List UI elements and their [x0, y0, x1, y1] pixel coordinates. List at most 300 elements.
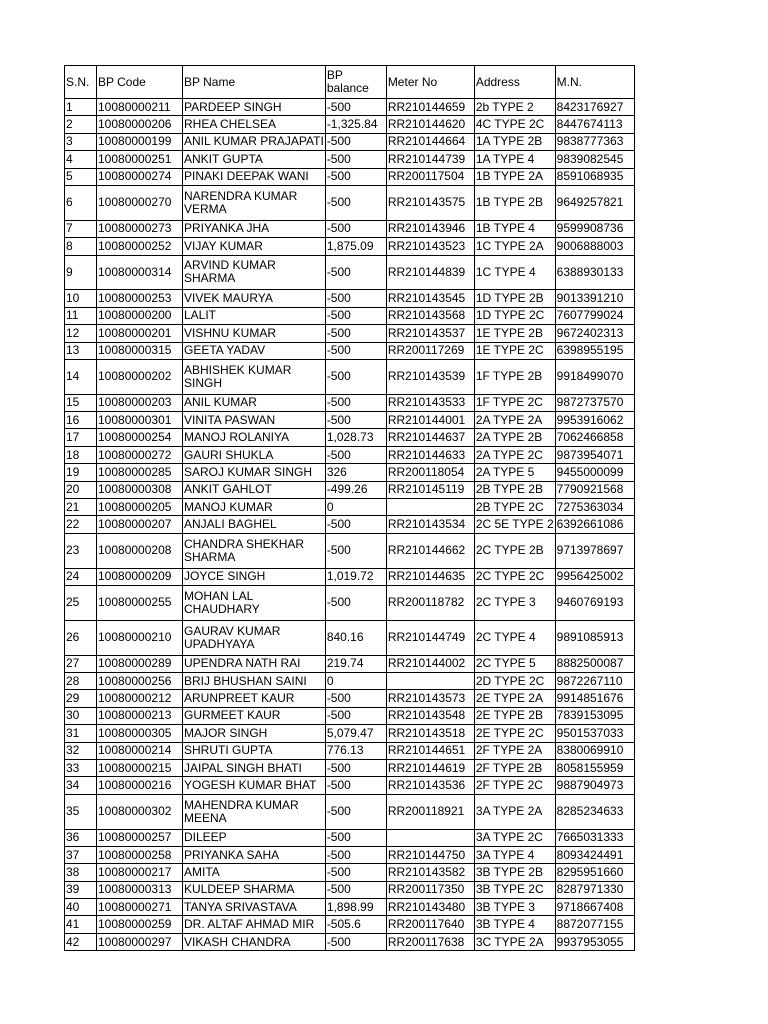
cell-bp-balance: -500	[325, 533, 386, 568]
cell-bp-name: ANKIT GUPTA	[183, 151, 326, 168]
cell-mn: 9006888003	[555, 238, 634, 255]
cell-bp-code: 10080000285	[97, 464, 183, 481]
cell-meter-no: RR210143518	[386, 725, 474, 742]
cell-sn: 30	[65, 707, 97, 724]
cell-sn: 37	[65, 846, 97, 863]
cell-address: 2C TYPE 4	[474, 620, 555, 655]
cell-sn: 36	[65, 829, 97, 846]
cell-bp-balance: -500	[325, 342, 386, 359]
cell-bp-name: ANIL KUMAR	[183, 394, 326, 411]
cell-meter-no: RR210143523	[386, 238, 474, 255]
cell-bp-code: 10080000289	[97, 655, 183, 672]
cell-address: 2C TYPE 3	[474, 586, 555, 621]
cell-bp-balance: -499.26	[325, 481, 386, 498]
table-row	[65, 481, 635, 498]
cell-sn: 8	[65, 238, 97, 255]
cell-bp-name: MAHENDRA KUMAR MEENA	[183, 794, 326, 829]
cell-bp-balance: 1,898.99	[325, 899, 386, 916]
cell-bp-name: VINITA PASWAN	[183, 412, 326, 429]
cell-bp-balance: 1,875.09	[325, 238, 386, 255]
cell-bp-code: 10080000205	[97, 499, 183, 516]
cell-bp-name: PRIYANKA SAHA	[183, 846, 326, 863]
cell-bp-name: TANYA SRIVASTAVA	[183, 899, 326, 916]
table-row	[65, 846, 635, 863]
cell-mn: 9455000099	[555, 464, 634, 481]
table-body	[65, 99, 635, 951]
cell-mn: 8287971330	[555, 881, 634, 898]
cell-bp-name: DR. ALTAF AHMAD MIR	[183, 916, 326, 933]
table-row	[65, 829, 635, 846]
cell-bp-name: GAURI SHUKLA	[183, 446, 326, 463]
cell-bp-balance: 219.74	[325, 655, 386, 672]
cell-mn: 8058155959	[555, 759, 634, 776]
cell-bp-name: CHANDRA SHEKHAR SHARMA	[183, 533, 326, 568]
cell-bp-balance: 0	[325, 672, 386, 689]
cell-bp-code: 10080000203	[97, 394, 183, 411]
table-row	[65, 690, 635, 707]
cell-bp-balance: -1,325.84	[325, 116, 386, 133]
table-row	[65, 446, 635, 463]
cell-meter-no: RR210144635	[386, 568, 474, 585]
column-header-bp-balance: BP balance	[325, 66, 386, 99]
cell-bp-balance: -500	[325, 133, 386, 150]
cell-bp-name: ANKIT GAHLOT	[183, 481, 326, 498]
cell-mn: 7275363034	[555, 499, 634, 516]
table-row	[65, 864, 635, 881]
cell-address: 1C TYPE 2A	[474, 238, 555, 255]
cell-meter-no: RR210143545	[386, 290, 474, 307]
cell-meter-no: RR210143536	[386, 777, 474, 794]
table-row	[65, 586, 635, 621]
table-row	[65, 151, 635, 168]
cell-bp-name: MANOJ ROLANIYA	[183, 429, 326, 446]
cell-bp-name: VISHNU KUMAR	[183, 325, 326, 342]
cell-bp-code: 10080000297	[97, 933, 183, 950]
cell-bp-balance: -500	[325, 412, 386, 429]
cell-bp-name: NARENDRA KUMAR VERMA	[183, 185, 326, 220]
cell-bp-balance: -500	[325, 394, 386, 411]
cell-bp-balance: -500	[325, 933, 386, 950]
cell-address: 3B TYPE 3	[474, 899, 555, 916]
cell-bp-balance: -500	[325, 185, 386, 220]
cell-bp-name: JOYCE SINGH	[183, 568, 326, 585]
cell-bp-code: 10080000251	[97, 151, 183, 168]
cell-mn: 9914851676	[555, 690, 634, 707]
cell-sn: 5	[65, 168, 97, 185]
cell-meter-no: RR210144659	[386, 99, 474, 116]
cell-sn: 7	[65, 220, 97, 237]
cell-bp-code: 10080000273	[97, 220, 183, 237]
cell-mn: 9649257821	[555, 185, 634, 220]
cell-address: 2A TYPE 2B	[474, 429, 555, 446]
column-header-sn: S.N.	[65, 66, 97, 99]
cell-address: 3B TYPE 2C	[474, 881, 555, 898]
cell-bp-code: 10080000214	[97, 742, 183, 759]
cell-sn: 24	[65, 568, 97, 585]
table-row	[65, 777, 635, 794]
cell-address: 1E TYPE 2B	[474, 325, 555, 342]
cell-address: 2B TYPE 2C	[474, 499, 555, 516]
cell-bp-balance: -500	[325, 446, 386, 463]
cell-mn: 7607799024	[555, 307, 634, 324]
cell-mn: 9956425002	[555, 568, 634, 585]
table-row	[65, 620, 635, 655]
table-row	[65, 464, 635, 481]
cell-meter-no: RR210143534	[386, 516, 474, 533]
cell-mn: 8447674113	[555, 116, 634, 133]
cell-bp-name: JAIPAL SINGH BHATI	[183, 759, 326, 776]
cell-bp-balance: -500	[325, 864, 386, 881]
cell-meter-no: RR210144651	[386, 742, 474, 759]
table-row	[65, 429, 635, 446]
cell-sn: 25	[65, 586, 97, 621]
cell-address: 2F TYPE 2A	[474, 742, 555, 759]
cell-sn: 29	[65, 690, 97, 707]
cell-address: 1A TYPE 2B	[474, 133, 555, 150]
cell-meter-no: RR210143533	[386, 394, 474, 411]
cell-sn: 3	[65, 133, 97, 150]
cell-mn: 9838777363	[555, 133, 634, 150]
cell-mn: 9872267110	[555, 672, 634, 689]
cell-bp-balance: -500	[325, 777, 386, 794]
cell-sn: 22	[65, 516, 97, 533]
cell-address: 2D TYPE 2C	[474, 672, 555, 689]
cell-mn: 9873954071	[555, 446, 634, 463]
cell-bp-balance: 840.16	[325, 620, 386, 655]
table-row	[65, 881, 635, 898]
cell-sn: 14	[65, 359, 97, 394]
cell-bp-name: ABHISHEK KUMAR SINGH	[183, 359, 326, 394]
column-header-mn: M.N.	[555, 66, 634, 99]
cell-mn: 6392661086	[555, 516, 634, 533]
table-row	[65, 359, 635, 394]
cell-mn: 8872077155	[555, 916, 634, 933]
cell-bp-name: MOHAN LAL CHAUDHARY	[183, 586, 326, 621]
cell-address: 2b TYPE 2	[474, 99, 555, 116]
cell-sn: 34	[65, 777, 97, 794]
cell-mn: 9891085913	[555, 620, 634, 655]
cell-sn: 10	[65, 290, 97, 307]
cell-bp-code: 10080000252	[97, 238, 183, 255]
cell-meter-no: RR210144749	[386, 620, 474, 655]
cell-mn: 9501537033	[555, 725, 634, 742]
cell-bp-code: 10080000253	[97, 290, 183, 307]
cell-bp-code: 10080000270	[97, 185, 183, 220]
cell-meter-no: RR210144633	[386, 446, 474, 463]
cell-mn: 9672402313	[555, 325, 634, 342]
cell-meter-no: RR210144739	[386, 151, 474, 168]
table-row	[65, 655, 635, 672]
cell-address: 2C TYPE 5	[474, 655, 555, 672]
cell-bp-name: VIVEK MAURYA	[183, 290, 326, 307]
cell-bp-balance: -500	[325, 99, 386, 116]
cell-sn: 4	[65, 151, 97, 168]
cell-bp-name: ANJALI BAGHEL	[183, 516, 326, 533]
cell-sn: 2	[65, 116, 97, 133]
table-row	[65, 533, 635, 568]
cell-mn: 6388930133	[555, 255, 634, 290]
table-row	[65, 238, 635, 255]
cell-bp-code: 10080000256	[97, 672, 183, 689]
cell-bp-balance: -500	[325, 151, 386, 168]
cell-sn: 9	[65, 255, 97, 290]
cell-mn: 9013391210	[555, 290, 634, 307]
cell-bp-balance: -500	[325, 168, 386, 185]
table-row	[65, 394, 635, 411]
cell-bp-name: MAJOR SINGH	[183, 725, 326, 742]
table-row	[65, 899, 635, 916]
cell-bp-name: ARVIND KUMAR SHARMA	[183, 255, 326, 290]
cell-meter-no: RR210144839	[386, 255, 474, 290]
cell-sn: 12	[65, 325, 97, 342]
cell-sn: 20	[65, 481, 97, 498]
cell-bp-name: GEETA YADAV	[183, 342, 326, 359]
cell-bp-balance: -500	[325, 516, 386, 533]
cell-bp-code: 10080000199	[97, 133, 183, 150]
cell-bp-balance: -500	[325, 307, 386, 324]
cell-bp-code: 10080000313	[97, 881, 183, 898]
cell-address: 3A TYPE 2C	[474, 829, 555, 846]
cell-bp-balance: 0	[325, 499, 386, 516]
cell-bp-balance: -500	[325, 359, 386, 394]
cell-bp-code: 10080000257	[97, 829, 183, 846]
cell-bp-name: ARUNPREET KAUR	[183, 690, 326, 707]
cell-address: 3B TYPE 2B	[474, 864, 555, 881]
cell-meter-no: RR210143575	[386, 185, 474, 220]
cell-sn: 13	[65, 342, 97, 359]
cell-bp-code: 10080000315	[97, 342, 183, 359]
table-row	[65, 725, 635, 742]
cell-bp-balance: -500	[325, 325, 386, 342]
cell-sn: 17	[65, 429, 97, 446]
cell-address: 1F TYPE 2B	[474, 359, 555, 394]
cell-bp-name: SHRUTI GUPTA	[183, 742, 326, 759]
cell-address: 1D TYPE 2B	[474, 290, 555, 307]
cell-mn: 8423176927	[555, 99, 634, 116]
cell-bp-code: 10080000215	[97, 759, 183, 776]
cell-bp-code: 10080000254	[97, 429, 183, 446]
cell-meter-no: RR210143539	[386, 359, 474, 394]
cell-bp-balance: 1,028.73	[325, 429, 386, 446]
cell-address: 2C TYPE 2B	[474, 533, 555, 568]
cell-address: 1C TYPE 4	[474, 255, 555, 290]
cell-address: 1B TYPE 4	[474, 220, 555, 237]
cell-mn: 8093424491	[555, 846, 634, 863]
cell-sn: 40	[65, 899, 97, 916]
cell-bp-balance: -500	[325, 794, 386, 829]
cell-meter-no: RR210144001	[386, 412, 474, 429]
cell-bp-balance: -500	[325, 290, 386, 307]
cell-sn: 41	[65, 916, 97, 933]
cell-sn: 39	[65, 881, 97, 898]
cell-mn: 7062466858	[555, 429, 634, 446]
cell-bp-name: AMITA	[183, 864, 326, 881]
table-row	[65, 307, 635, 324]
cell-address: 1E TYPE 2C	[474, 342, 555, 359]
cell-bp-code: 10080000213	[97, 707, 183, 724]
cell-bp-code: 10080000209	[97, 568, 183, 585]
table-row	[65, 325, 635, 342]
cell-meter-no	[386, 829, 474, 846]
cell-bp-balance: 776.13	[325, 742, 386, 759]
cell-address: 2E TYPE 2B	[474, 707, 555, 724]
cell-bp-code: 10080000274	[97, 168, 183, 185]
cell-meter-no: RR210144750	[386, 846, 474, 863]
cell-address: 3B TYPE 4	[474, 916, 555, 933]
cell-mn: 9599908736	[555, 220, 634, 237]
cell-bp-balance: -500	[325, 829, 386, 846]
table-row	[65, 168, 635, 185]
cell-sn: 16	[65, 412, 97, 429]
cell-bp-name: GAURAV KUMAR UPADHYAYA	[183, 620, 326, 655]
cell-bp-code: 10080000259	[97, 916, 183, 933]
table-row	[65, 133, 635, 150]
table-row	[65, 568, 635, 585]
cell-bp-code: 10080000206	[97, 116, 183, 133]
table-row	[65, 516, 635, 533]
table-row	[65, 794, 635, 829]
cell-meter-no: RR200117638	[386, 933, 474, 950]
cell-mn: 8285234633	[555, 794, 634, 829]
cell-mn: 9937953055	[555, 933, 634, 950]
cell-sn: 42	[65, 933, 97, 950]
cell-bp-name: PRIYANKA JHA	[183, 220, 326, 237]
cell-mn: 9460769193	[555, 586, 634, 621]
cell-sn: 33	[65, 759, 97, 776]
cell-mn: 8295951660	[555, 864, 634, 881]
cell-meter-no: RR210144637	[386, 429, 474, 446]
cell-bp-code: 10080000202	[97, 359, 183, 394]
table-row	[65, 499, 635, 516]
cell-bp-code: 10080000207	[97, 516, 183, 533]
cell-mn: 8882500087	[555, 655, 634, 672]
cell-mn: 7790921568	[555, 481, 634, 498]
cell-sn: 27	[65, 655, 97, 672]
cell-bp-balance: 5,079.47	[325, 725, 386, 742]
bp-data-table	[64, 65, 635, 951]
cell-bp-balance: -505.6	[325, 916, 386, 933]
cell-bp-code: 10080000216	[97, 777, 183, 794]
cell-meter-no: RR210143573	[386, 690, 474, 707]
cell-meter-no: RR210144620	[386, 116, 474, 133]
cell-meter-no: RR210143480	[386, 899, 474, 916]
cell-bp-code: 10080000200	[97, 307, 183, 324]
cell-meter-no: RR210145119	[386, 481, 474, 498]
header-row	[65, 66, 635, 99]
cell-meter-no: RR210143946	[386, 220, 474, 237]
cell-address: 2E TYPE 2C	[474, 725, 555, 742]
cell-meter-no: RR210144619	[386, 759, 474, 776]
cell-sn: 28	[65, 672, 97, 689]
cell-sn: 18	[65, 446, 97, 463]
cell-meter-no: RR200118782	[386, 586, 474, 621]
cell-mn: 9872737570	[555, 394, 634, 411]
table-row	[65, 116, 635, 133]
cell-bp-name: LALIT	[183, 307, 326, 324]
table-row	[65, 220, 635, 237]
cell-bp-code: 10080000271	[97, 899, 183, 916]
cell-meter-no: RR200118921	[386, 794, 474, 829]
cell-bp-name: SAROJ KUMAR SINGH	[183, 464, 326, 481]
cell-bp-code: 10080000302	[97, 794, 183, 829]
cell-address: 3C TYPE 2A	[474, 933, 555, 950]
cell-meter-no	[386, 499, 474, 516]
cell-address: 2F TYPE 2C	[474, 777, 555, 794]
cell-bp-balance: -500	[325, 255, 386, 290]
cell-sn: 35	[65, 794, 97, 829]
cell-sn: 19	[65, 464, 97, 481]
cell-meter-no: RR200117640	[386, 916, 474, 933]
cell-bp-code: 10080000258	[97, 846, 183, 863]
cell-sn: 23	[65, 533, 97, 568]
cell-meter-no: RR200118054	[386, 464, 474, 481]
cell-bp-balance: -500	[325, 759, 386, 776]
cell-bp-code: 10080000308	[97, 481, 183, 498]
cell-address: 2F TYPE 2B	[474, 759, 555, 776]
cell-bp-balance: -500	[325, 881, 386, 898]
cell-bp-balance: 326	[325, 464, 386, 481]
cell-meter-no: RR210143537	[386, 325, 474, 342]
cell-sn: 32	[65, 742, 97, 759]
table-row	[65, 916, 635, 933]
cell-bp-balance: -500	[325, 220, 386, 237]
cell-mn: 9887904973	[555, 777, 634, 794]
table-row	[65, 255, 635, 290]
cell-bp-balance: -500	[325, 586, 386, 621]
cell-bp-balance: -500	[325, 707, 386, 724]
cell-meter-no: RR210144664	[386, 133, 474, 150]
table-row	[65, 185, 635, 220]
cell-address: 1B TYPE 2A	[474, 168, 555, 185]
cell-address: 3A TYPE 4	[474, 846, 555, 863]
cell-bp-balance: 1,019.72	[325, 568, 386, 585]
cell-mn: 9713978697	[555, 533, 634, 568]
table-row	[65, 707, 635, 724]
cell-meter-no: RR210144002	[386, 655, 474, 672]
cell-bp-balance: -500	[325, 690, 386, 707]
cell-bp-name: BRIJ BHUSHAN SAINI	[183, 672, 326, 689]
cell-bp-code: 10080000255	[97, 586, 183, 621]
cell-address: 1F TYPE 2C	[474, 394, 555, 411]
cell-bp-name: ANIL KUMAR PRAJAPATI	[183, 133, 326, 150]
cell-sn: 1	[65, 99, 97, 116]
cell-meter-no: RR210143582	[386, 864, 474, 881]
cell-address: 2C 5E TYPE 2	[474, 516, 555, 533]
cell-bp-name: RHEA CHELSEA	[183, 116, 326, 133]
cell-sn: 31	[65, 725, 97, 742]
cell-meter-no	[386, 672, 474, 689]
cell-address: 2A TYPE 2A	[474, 412, 555, 429]
cell-meter-no: RR200117504	[386, 168, 474, 185]
cell-mn: 9953916062	[555, 412, 634, 429]
cell-meter-no: RR200117269	[386, 342, 474, 359]
cell-bp-name: VIKASH CHANDRA	[183, 933, 326, 950]
cell-address: 4C TYPE 2C	[474, 116, 555, 133]
cell-bp-name: VIJAY KUMAR	[183, 238, 326, 255]
cell-bp-code: 10080000301	[97, 412, 183, 429]
cell-address: 2C TYPE 2C	[474, 568, 555, 585]
cell-sn: 6	[65, 185, 97, 220]
cell-bp-name: KULDEEP SHARMA	[183, 881, 326, 898]
table-row	[65, 933, 635, 950]
cell-mn: 6398955195	[555, 342, 634, 359]
cell-address: 2A TYPE 2C	[474, 446, 555, 463]
table-row	[65, 99, 635, 116]
cell-address: 1A TYPE 4	[474, 151, 555, 168]
cell-bp-name: DILEEP	[183, 829, 326, 846]
table-row	[65, 342, 635, 359]
cell-bp-balance: -500	[325, 846, 386, 863]
